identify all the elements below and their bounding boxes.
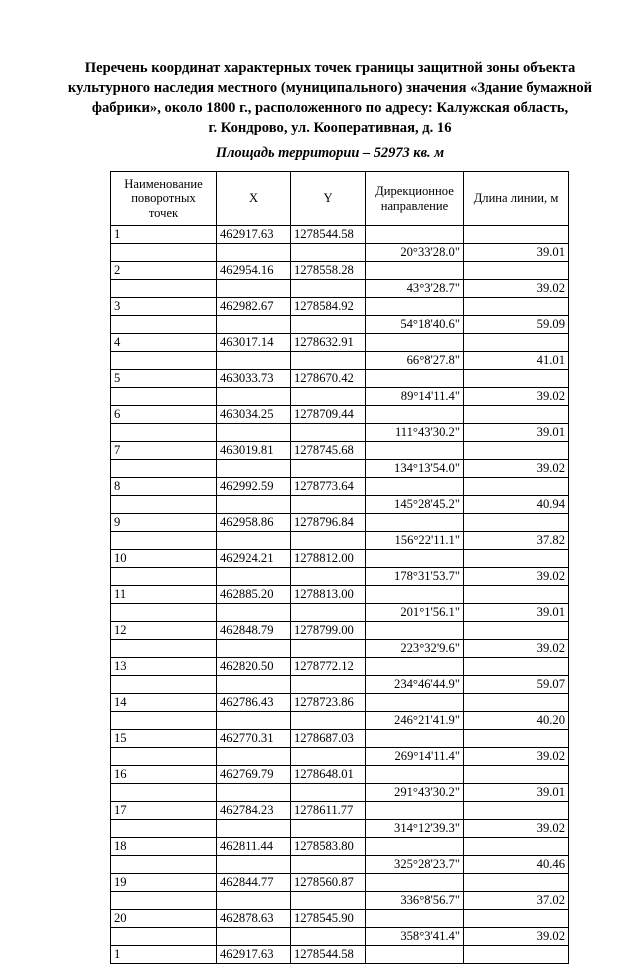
point-row (111, 694, 569, 712)
direction-cell (366, 694, 464, 712)
direction-cell: 54°18'40.6" (366, 316, 464, 334)
y-coordinate-cell: 1278545.90 (291, 910, 366, 928)
x-coordinate-cell (217, 496, 291, 514)
direction-cell: 234°46'44.9" (366, 676, 464, 694)
x-coordinate-cell: 463033.73 (217, 370, 291, 388)
x-coordinate-cell (217, 892, 291, 910)
y-coordinate-cell (291, 856, 366, 874)
direction-cell (366, 838, 464, 856)
point-name-cell (111, 712, 217, 730)
segment-row (111, 316, 569, 334)
direction-cell: 111°43'30.2" (366, 424, 464, 442)
point-name-cell: 6 (111, 406, 217, 424)
point-row (111, 766, 569, 784)
direction-cell (366, 298, 464, 316)
point-name-cell (111, 352, 217, 370)
length-cell: 39.01 (464, 784, 569, 802)
point-name-cell (111, 388, 217, 406)
length-cell: 39.02 (464, 460, 569, 478)
point-name-cell: 19 (111, 874, 217, 892)
length-cell: 39.02 (464, 928, 569, 946)
length-cell (464, 802, 569, 820)
x-coordinate-cell (217, 676, 291, 694)
y-coordinate-cell (291, 676, 366, 694)
point-name-cell: 5 (111, 370, 217, 388)
x-coordinate-cell (217, 604, 291, 622)
x-coordinate-cell: 462848.79 (217, 622, 291, 640)
direction-cell: 20°33'28.0" (366, 244, 464, 262)
x-coordinate-cell (217, 352, 291, 370)
direction-cell (366, 766, 464, 784)
point-name-cell: 11 (111, 586, 217, 604)
x-coordinate-cell (217, 712, 291, 730)
direction-cell (366, 550, 464, 568)
length-cell (464, 910, 569, 928)
length-cell (464, 298, 569, 316)
segment-row (111, 640, 569, 658)
header-point-name (111, 172, 217, 226)
y-coordinate-cell (291, 244, 366, 262)
x-coordinate-cell (217, 532, 291, 550)
length-cell (464, 514, 569, 532)
length-cell: 40.46 (464, 856, 569, 874)
segment-row (111, 424, 569, 442)
direction-cell: 156°22'11.1" (366, 532, 464, 550)
length-cell: 40.20 (464, 712, 569, 730)
point-row (111, 946, 569, 964)
point-name-cell: 17 (111, 802, 217, 820)
direction-cell: 291°43'30.2" (366, 784, 464, 802)
point-row (111, 406, 569, 424)
x-coordinate-cell (217, 784, 291, 802)
title-line: г. Кондрово, ул. Кооперативная, д. 16 (208, 120, 452, 136)
coordinates-table (110, 171, 569, 964)
direction-cell: 358°3'41.4" (366, 928, 464, 946)
length-cell (464, 838, 569, 856)
x-coordinate-cell: 462770.31 (217, 730, 291, 748)
length-cell: 39.02 (464, 568, 569, 586)
y-coordinate-cell: 1278544.58 (291, 946, 366, 964)
point-name-cell (111, 748, 217, 766)
point-name-cell: 13 (111, 658, 217, 676)
x-coordinate-cell: 462769.79 (217, 766, 291, 784)
table-header (111, 172, 569, 226)
y-coordinate-cell: 1278560.87 (291, 874, 366, 892)
point-name-cell (111, 244, 217, 262)
point-name-cell (111, 280, 217, 298)
point-name-cell (111, 892, 217, 910)
direction-cell: 145°28'45.2" (366, 496, 464, 514)
y-coordinate-cell (291, 460, 366, 478)
y-coordinate-cell: 1278670.42 (291, 370, 366, 388)
direction-cell (366, 946, 464, 964)
point-name-cell: 1 (111, 226, 217, 244)
point-row (111, 442, 569, 460)
x-coordinate-cell (217, 640, 291, 658)
x-coordinate-cell (217, 820, 291, 838)
title-line: фабрики», около 1800 г., расположенного по адресу: Калужская область, (91, 100, 569, 116)
x-coordinate-cell (217, 460, 291, 478)
length-cell (464, 442, 569, 460)
x-coordinate-cell (217, 280, 291, 298)
length-cell: 37.02 (464, 892, 569, 910)
y-coordinate-cell: 1278648.01 (291, 766, 366, 784)
direction-cell (366, 262, 464, 280)
length-cell: 59.09 (464, 316, 569, 334)
point-row (111, 514, 569, 532)
x-coordinate-cell: 462820.50 (217, 658, 291, 676)
title-line: Перечень координат характерных точек границы защитной зоны объекта (84, 60, 576, 76)
direction-cell: 134°13'54.0" (366, 460, 464, 478)
direction-cell (366, 370, 464, 388)
length-cell: 39.01 (464, 424, 569, 442)
length-cell (464, 874, 569, 892)
direction-cell: 223°32'9.6" (366, 640, 464, 658)
point-name-cell: 15 (111, 730, 217, 748)
point-name-cell (111, 568, 217, 586)
y-coordinate-cell (291, 892, 366, 910)
point-row (111, 910, 569, 928)
point-name-cell (111, 460, 217, 478)
x-coordinate-cell: 463017.14 (217, 334, 291, 352)
point-name-cell (111, 496, 217, 514)
length-cell: 39.02 (464, 820, 569, 838)
title-line: культурного наследия местного (муниципального) значения «Здание бумажной (67, 80, 593, 96)
point-name-cell (111, 856, 217, 874)
y-coordinate-cell (291, 748, 366, 766)
length-cell (464, 658, 569, 676)
segment-row (111, 928, 569, 946)
length-cell: 39.01 (464, 604, 569, 622)
point-row (111, 370, 569, 388)
point-name-cell (111, 316, 217, 334)
y-coordinate-cell (291, 280, 366, 298)
x-coordinate-cell (217, 748, 291, 766)
point-name-cell: 12 (111, 622, 217, 640)
length-cell (464, 730, 569, 748)
direction-cell (366, 478, 464, 496)
length-cell (464, 226, 569, 244)
x-coordinate-cell: 462878.63 (217, 910, 291, 928)
header-direction-line: направление (380, 198, 449, 213)
direction-cell (366, 406, 464, 424)
direction-cell (366, 334, 464, 352)
header-name-line: точек (148, 205, 179, 220)
length-cell: 41.01 (464, 352, 569, 370)
length-cell (464, 622, 569, 640)
length-cell (464, 334, 569, 352)
length-cell: 39.02 (464, 280, 569, 298)
point-name-cell: 1 (111, 946, 217, 964)
direction-cell (366, 910, 464, 928)
point-name-cell (111, 820, 217, 838)
header-row (111, 172, 569, 226)
direction-cell (366, 586, 464, 604)
y-coordinate-cell: 1278745.68 (291, 442, 366, 460)
x-coordinate-cell: 462786.43 (217, 694, 291, 712)
y-coordinate-cell: 1278584.92 (291, 298, 366, 316)
y-coordinate-cell (291, 784, 366, 802)
y-coordinate-cell: 1278813.00 (291, 586, 366, 604)
x-coordinate-cell (217, 424, 291, 442)
length-cell: 39.02 (464, 388, 569, 406)
y-coordinate-cell: 1278812.00 (291, 550, 366, 568)
direction-cell: 178°31'53.7" (366, 568, 464, 586)
header-y: Y (291, 172, 366, 226)
y-coordinate-cell (291, 568, 366, 586)
direction-cell (366, 658, 464, 676)
direction-cell (366, 622, 464, 640)
point-name-cell: 10 (111, 550, 217, 568)
direction-cell (366, 514, 464, 532)
direction-cell: 43°3'28.7" (366, 280, 464, 298)
y-coordinate-cell: 1278611.77 (291, 802, 366, 820)
segment-row (111, 604, 569, 622)
point-name-cell: 9 (111, 514, 217, 532)
direction-cell: 66°8'27.8" (366, 352, 464, 370)
x-coordinate-cell (217, 316, 291, 334)
y-coordinate-cell: 1278709.44 (291, 406, 366, 424)
y-coordinate-cell (291, 496, 366, 514)
length-cell (464, 766, 569, 784)
segment-row (111, 352, 569, 370)
x-coordinate-cell: 462954.16 (217, 262, 291, 280)
segment-row (111, 820, 569, 838)
y-coordinate-cell: 1278558.28 (291, 262, 366, 280)
x-coordinate-cell: 462982.67 (217, 298, 291, 316)
y-coordinate-cell (291, 820, 366, 838)
y-coordinate-cell: 1278632.91 (291, 334, 366, 352)
direction-cell: 314°12'39.3" (366, 820, 464, 838)
x-coordinate-cell: 463019.81 (217, 442, 291, 460)
x-coordinate-cell: 462844.77 (217, 874, 291, 892)
length-cell (464, 694, 569, 712)
point-name-cell: 4 (111, 334, 217, 352)
y-coordinate-cell: 1278583.80 (291, 838, 366, 856)
direction-cell: 246°21'41.9" (366, 712, 464, 730)
point-row (111, 874, 569, 892)
segment-row (111, 460, 569, 478)
y-coordinate-cell: 1278772.12 (291, 658, 366, 676)
point-name-cell (111, 928, 217, 946)
direction-cell (366, 802, 464, 820)
point-row (111, 622, 569, 640)
y-coordinate-cell (291, 532, 366, 550)
point-name-cell: 7 (111, 442, 217, 460)
length-cell (464, 586, 569, 604)
point-row (111, 658, 569, 676)
point-row (111, 802, 569, 820)
point-row (111, 298, 569, 316)
point-name-cell: 2 (111, 262, 217, 280)
x-coordinate-cell: 462917.63 (217, 946, 291, 964)
header-direction-line: Дирекционное (375, 184, 454, 198)
x-coordinate-cell: 462784.23 (217, 802, 291, 820)
segment-row (111, 856, 569, 874)
area-caption: Площадь территории – 52973 кв. м (215, 145, 445, 161)
point-row (111, 262, 569, 280)
x-coordinate-cell (217, 856, 291, 874)
point-name-cell: 14 (111, 694, 217, 712)
segment-row (111, 388, 569, 406)
length-cell: 40.94 (464, 496, 569, 514)
point-name-cell (111, 532, 217, 550)
y-coordinate-cell: 1278687.03 (291, 730, 366, 748)
y-coordinate-cell: 1278544.58 (291, 226, 366, 244)
length-cell: 39.01 (464, 244, 569, 262)
segment-row (111, 712, 569, 730)
y-coordinate-cell (291, 388, 366, 406)
point-name-cell: 16 (111, 766, 217, 784)
length-cell: 39.02 (464, 640, 569, 658)
direction-cell: 325°28'23.7" (366, 856, 464, 874)
segment-row (111, 244, 569, 262)
x-coordinate-cell: 462958.86 (217, 514, 291, 532)
direction-cell: 269°14'11.4" (366, 748, 464, 766)
header-name-line: Наименование (124, 176, 203, 191)
point-row (111, 334, 569, 352)
direction-cell (366, 874, 464, 892)
header-x: X (217, 172, 291, 226)
segment-row (111, 568, 569, 586)
direction-cell: 89°14'11.4" (366, 388, 464, 406)
length-cell: 59.07 (464, 676, 569, 694)
segment-row (111, 496, 569, 514)
point-row (111, 838, 569, 856)
x-coordinate-cell (217, 388, 291, 406)
length-cell (464, 406, 569, 424)
point-name-cell (111, 784, 217, 802)
length-cell (464, 478, 569, 496)
header-name-line: поворотных (131, 191, 196, 206)
y-coordinate-cell (291, 316, 366, 334)
x-coordinate-cell (217, 928, 291, 946)
length-cell (464, 550, 569, 568)
x-coordinate-cell: 462811.44 (217, 838, 291, 856)
segment-row (111, 532, 569, 550)
header-direction (366, 172, 464, 226)
y-coordinate-cell: 1278723.86 (291, 694, 366, 712)
document-title (60, 58, 600, 138)
segment-row (111, 748, 569, 766)
y-coordinate-cell (291, 712, 366, 730)
direction-cell (366, 730, 464, 748)
length-cell (464, 370, 569, 388)
x-coordinate-cell (217, 244, 291, 262)
x-coordinate-cell: 462924.21 (217, 550, 291, 568)
point-name-cell: 20 (111, 910, 217, 928)
direction-cell: 201°1'56.1" (366, 604, 464, 622)
y-coordinate-cell (291, 352, 366, 370)
point-row (111, 478, 569, 496)
point-row (111, 550, 569, 568)
length-cell: 37.82 (464, 532, 569, 550)
header-length: Длина линии, м (464, 172, 569, 226)
x-coordinate-cell: 462917.63 (217, 226, 291, 244)
point-name-cell (111, 640, 217, 658)
point-name-cell (111, 604, 217, 622)
y-coordinate-cell (291, 604, 366, 622)
direction-cell (366, 226, 464, 244)
point-name-cell: 3 (111, 298, 217, 316)
y-coordinate-cell (291, 424, 366, 442)
table-body (111, 226, 569, 964)
direction-cell (366, 442, 464, 460)
point-name-cell (111, 676, 217, 694)
y-coordinate-cell: 1278773.64 (291, 478, 366, 496)
x-coordinate-cell: 463034.25 (217, 406, 291, 424)
y-coordinate-cell: 1278796.84 (291, 514, 366, 532)
point-name-cell: 8 (111, 478, 217, 496)
point-row (111, 226, 569, 244)
y-coordinate-cell (291, 928, 366, 946)
x-coordinate-cell: 462885.20 (217, 586, 291, 604)
direction-cell: 336°8'56.7" (366, 892, 464, 910)
x-coordinate-cell (217, 568, 291, 586)
point-row (111, 586, 569, 604)
length-cell (464, 262, 569, 280)
length-cell: 39.02 (464, 748, 569, 766)
segment-row (111, 784, 569, 802)
point-name-cell: 18 (111, 838, 217, 856)
point-row (111, 730, 569, 748)
y-coordinate-cell: 1278799.00 (291, 622, 366, 640)
segment-row (111, 676, 569, 694)
segment-row (111, 280, 569, 298)
length-cell (464, 946, 569, 964)
y-coordinate-cell (291, 640, 366, 658)
x-coordinate-cell: 462992.59 (217, 478, 291, 496)
segment-row (111, 892, 569, 910)
point-name-cell (111, 424, 217, 442)
